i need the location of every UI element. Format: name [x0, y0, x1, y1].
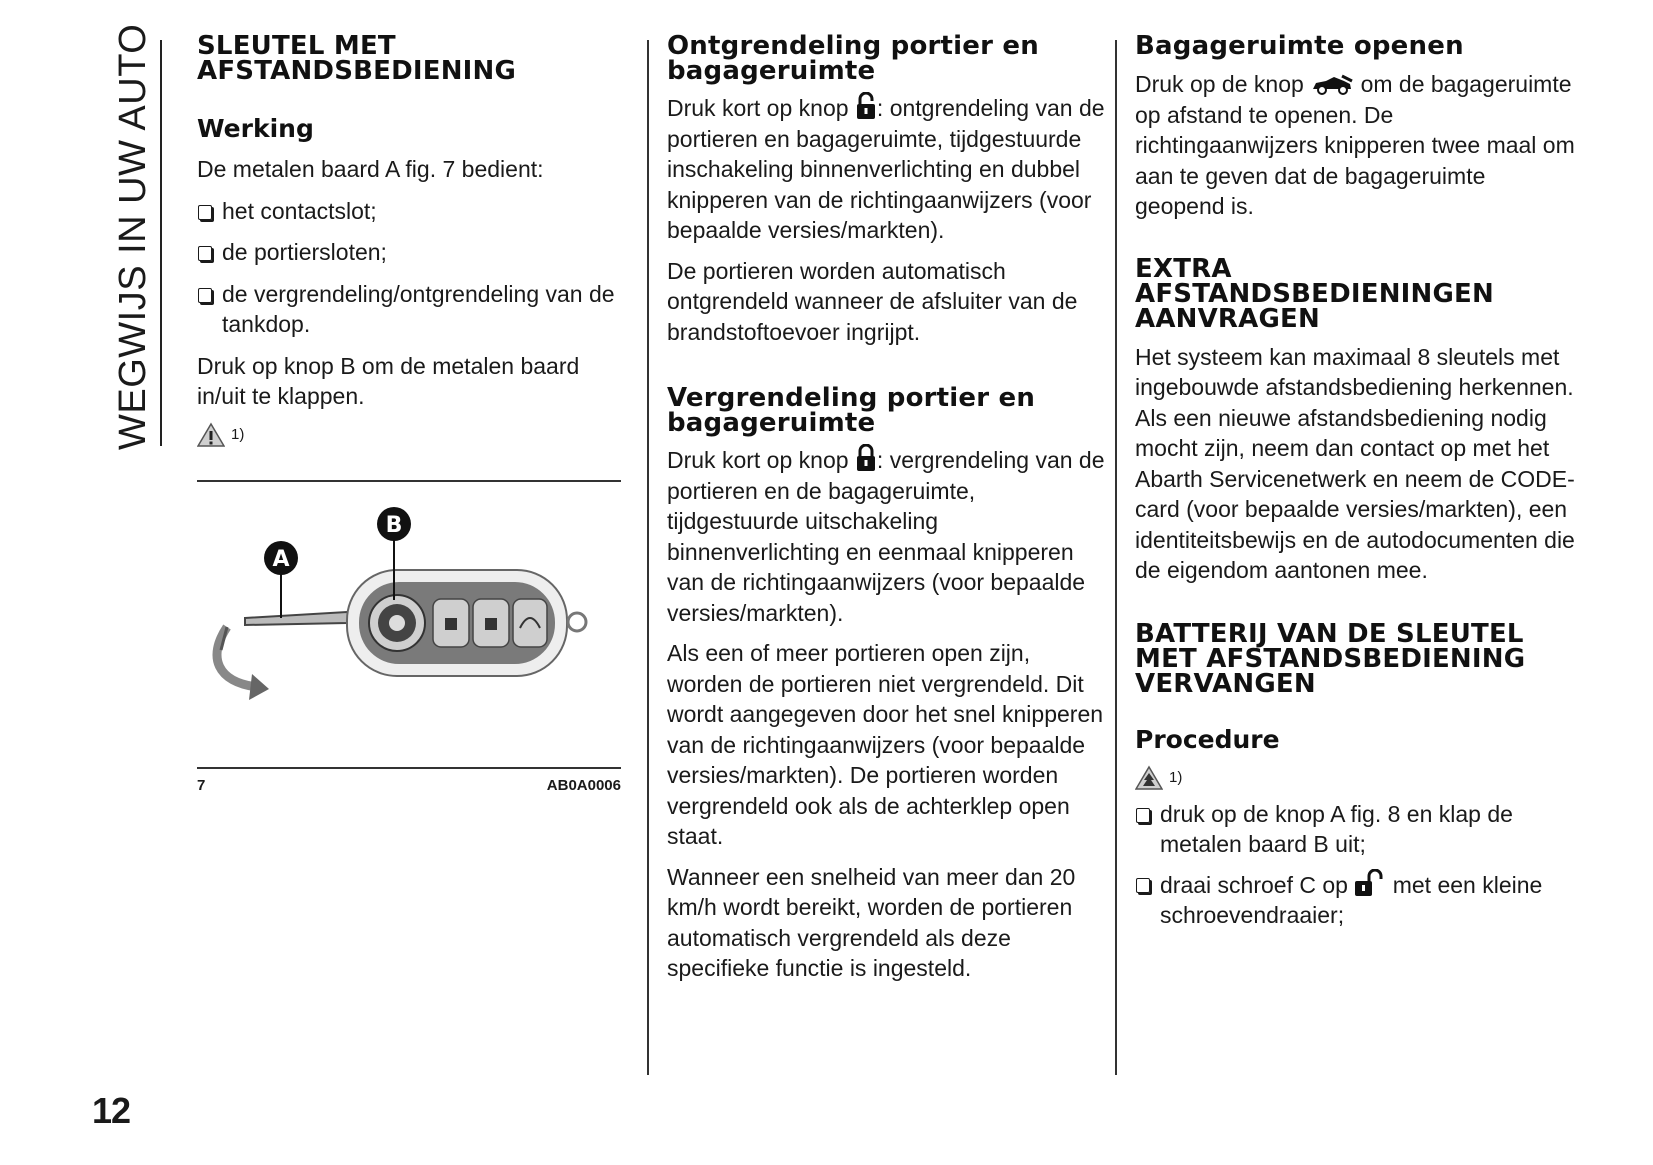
extra-remotes-paragraph: Het systeem kan maximaal 8 sleutels met ingebouwde afstandsbediening herkennen. Als een nieuwe afstandsbediening nodig mocht zijn, neem dan contact op met het Abarth Servicenetwerk en neem de CODE-card (voor bepaalde versies/markten), een identiteitsbewijs en de autodocumenten die de eigendom aantonen mee. [1135, 343, 1575, 583]
section-title-battery: BATTERIJ VAN DE SLEUTEL MET AFSTANDSBEDIENING VERVANGEN [1135, 618, 1526, 699]
figure-label-a: A [272, 546, 290, 572]
unlock-text-post: : ontgrendeling van de portieren en bagageruimte, tijdgestuurde inschakeling binnenverlichting en dubbel knipperen van de richtingaanwijzers (voor bepaalde versies/markten). [667, 95, 1105, 243]
section-title-trunk: Bagageruimte openen [1135, 31, 1464, 61]
intro-paragraph: De metalen baard A fig. 7 bedient: [197, 156, 544, 182]
lock-paragraph [667, 444, 1107, 628]
section-title-extra-remotes: EXTRA AFSTANDSBEDIENINGEN AANVRAGEN [1135, 253, 1494, 334]
trunk-paragraph [1135, 69, 1575, 222]
figure-label-b: B [385, 512, 403, 538]
trunk-text-post: om de bagageruimte op afstand te openen. De richtingaanwijzers knipperen twee maal om aan te geven dat de bagageruimte geopend is. [1135, 71, 1575, 219]
environment-reference [1135, 763, 1575, 793]
column-divider-2 [1115, 40, 1117, 1075]
list-item: de portiersloten; [197, 237, 627, 268]
unlock-paragraph [667, 92, 1107, 246]
warning-ref-number: 1) [231, 426, 245, 443]
environment-warning-icon [1135, 765, 1163, 791]
unlock-icon [855, 92, 877, 120]
column-divider-1 [647, 40, 649, 1075]
section-title-remote-key: SLEUTEL MET AFSTANDSBEDIENING [197, 31, 517, 86]
figure-caption [197, 777, 621, 794]
section-title-unlock: Ontgrendeling portier en bagageruimte [667, 31, 1039, 86]
figure-number: 7 [197, 776, 206, 794]
key-illustration [197, 482, 621, 762]
column-2 [667, 31, 1107, 984]
side-title: WEGWIJS IN UW AUTO [112, 23, 154, 450]
column-1 [197, 31, 627, 794]
lock-text-post: : vergrendeling van de portieren en de bagageruimte, tijdgestuurde uitschakeling binnenverlichting en eenmaal knipperen van de richtingaanwijzers (voor bepaalde versies/markten). [667, 447, 1105, 626]
subtitle-procedure: Procedure [1135, 724, 1280, 754]
screw-text-pre: draai schroef C op [1160, 871, 1348, 898]
trunk-text-pre: Druk op de knop [1135, 71, 1304, 97]
unlock-auto-paragraph: De portieren worden automatisch ontgrendeld wanneer de afsluiter van de brandstoftoevoer ingrijpt. [667, 257, 1078, 345]
figure-code: AB0A0006 [546, 776, 621, 794]
column-3 [1135, 31, 1575, 931]
page-number: 12 [92, 1090, 131, 1131]
figure-bottom-rule [197, 767, 621, 769]
warning-icon [197, 422, 225, 448]
figure-key [197, 480, 621, 794]
list-item: het contactslot; [197, 196, 627, 227]
section-title-lock: Vergrendeling portier en bagageruimte [667, 383, 1036, 438]
lock-icon [855, 444, 877, 472]
unlock-text-pre: Druk kort op knop [667, 95, 849, 121]
lock-speed-paragraph: Wanneer een snelheid van meer dan 20 km/h wordt bereikt, worden de portieren automatisch vergrendeld als deze specifieke functie is ingesteld. [667, 863, 1076, 981]
list-item [1135, 869, 1575, 931]
list-item: de vergrendeling/ontgrendeling van de tankdop. [197, 279, 627, 340]
subtitle-werking: Werking [197, 114, 314, 143]
fold-paragraph: Druk op knop B om de metalen baard in/uit te klappen. [197, 352, 580, 409]
list-item: druk op de knop A fig. 8 en klap de metalen baard B uit; [1135, 799, 1575, 860]
lock-text-pre: Druk kort op knop [667, 447, 849, 473]
side-divider [160, 40, 162, 446]
padlock-open-icon [1354, 869, 1386, 897]
trunk-open-icon [1310, 74, 1354, 96]
lock-open-doors-paragraph: Als een of meer portieren open zijn, worden de portieren niet vergrendeld. Dit wordt aangegeven door het snel knipperen van de richtingaanwijzers (voor bepaalde versies/markten). De portieren worden vergrendeld ook als de achterklep open staat. [667, 640, 1104, 849]
screw-text-post: met een kleine schroevendraaier; [1160, 871, 1543, 928]
environment-ref-number: 1) [1169, 769, 1183, 786]
warning-reference [197, 420, 627, 450]
